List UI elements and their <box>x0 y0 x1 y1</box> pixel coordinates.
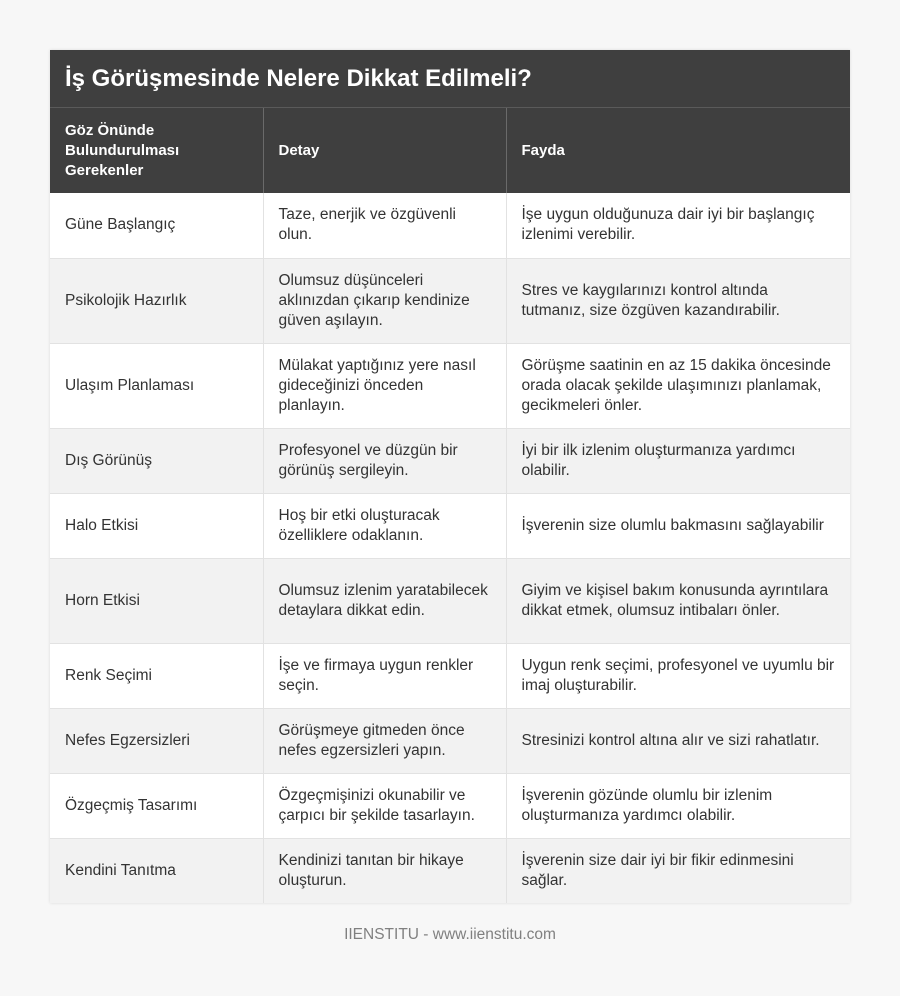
table-cell: Stresinizi kontrol altına alır ve sizi rahatlatır. <box>506 708 850 773</box>
table-cell: Horn Etkisi <box>50 558 263 643</box>
table-cell: Kendini Tanıtma <box>50 838 263 903</box>
table-cell: İyi bir ilk izlenim oluşturmanıza yardımcı olabilir. <box>506 428 850 493</box>
table-cell: Olumsuz izlenim yaratabilecek detaylara dikkat edin. <box>263 558 506 643</box>
table-cell: Ulaşım Planlaması <box>50 343 263 428</box>
table-cell: Psikolojik Hazırlık <box>50 258 263 343</box>
column-header: Fayda <box>506 108 850 193</box>
table-cell: Nefes Egzersizleri <box>50 708 263 773</box>
column-header: Göz Önünde Bulundurulması Gerekenler <box>50 108 263 193</box>
table-cell: Görüşmeye gitmeden önce nefes egzersizleri yapın. <box>263 708 506 773</box>
table-row <box>50 558 850 643</box>
table-row <box>50 493 850 558</box>
table-cell: Kendinizi tanıtan bir hikaye oluşturun. <box>263 838 506 903</box>
table-cell: Renk Seçimi <box>50 643 263 708</box>
table-cell: Görüşme saatinin en az 15 dakika öncesinde orada olacak şekilde ulaşımınızı planlamak, gecikmeleri önler. <box>506 343 850 428</box>
table-row <box>50 193 850 258</box>
table-row <box>50 643 850 708</box>
table-row <box>50 343 850 428</box>
table-cell: İşe uygun olduğunuza dair iyi bir başlangıç izlenimi verebilir. <box>506 193 850 258</box>
table-cell: İşe ve firmaya uygun renkler seçin. <box>263 643 506 708</box>
table-cell: İşverenin gözünde olumlu bir izlenim oluşturmanıza yardımcı olabilir. <box>506 773 850 838</box>
table-title: İş Görüşmesinde Nelere Dikkat Edilmeli? <box>50 50 850 108</box>
table-cell: Stres ve kaygılarınızı kontrol altında tutmanız, size özgüven kazandırabilir. <box>506 258 850 343</box>
table-cell: Güne Başlangıç <box>50 193 263 258</box>
table-cell: Dış Görünüş <box>50 428 263 493</box>
table-cell: Hoş bir etki oluşturacak özelliklere odaklanın. <box>263 493 506 558</box>
table-row <box>50 428 850 493</box>
table-cell: İşverenin size olumlu bakmasını sağlayabilir <box>506 493 850 558</box>
table-card <box>50 50 850 903</box>
table-cell: Mülakat yaptığınız yere nasıl gideceğinizi önceden planlayın. <box>263 343 506 428</box>
table-cell: Özgeçmişinizi okunabilir ve çarpıcı bir şekilde tasarlayın. <box>263 773 506 838</box>
table-row <box>50 258 850 343</box>
table-row <box>50 838 850 903</box>
table-cell: Özgeçmiş Tasarımı <box>50 773 263 838</box>
table-cell: Giyim ve kişisel bakım konusunda ayrıntılara dikkat etmek, olumsuz intibaları önler. <box>506 558 850 643</box>
table-cell: Olumsuz düşünceleri aklınızdan çıkarıp kendinize güven aşılayın. <box>263 258 506 343</box>
table-row <box>50 708 850 773</box>
table-row <box>50 773 850 838</box>
table-cell: Uygun renk seçimi, profesyonel ve uyumlu bir imaj oluşturabilir. <box>506 643 850 708</box>
table-cell: Halo Etkisi <box>50 493 263 558</box>
table-cell: Profesyonel ve düzgün bir görünüş sergileyin. <box>263 428 506 493</box>
table-cell: Taze, enerjik ve özgüvenli olun. <box>263 193 506 258</box>
table-cell: İşverenin size dair iyi bir fikir edinmesini sağlar. <box>506 838 850 903</box>
column-header: Detay <box>263 108 506 193</box>
header-row <box>50 108 850 193</box>
footer-credit: IIENSTITU - www.iienstitu.com <box>344 926 556 943</box>
data-table <box>50 108 850 903</box>
